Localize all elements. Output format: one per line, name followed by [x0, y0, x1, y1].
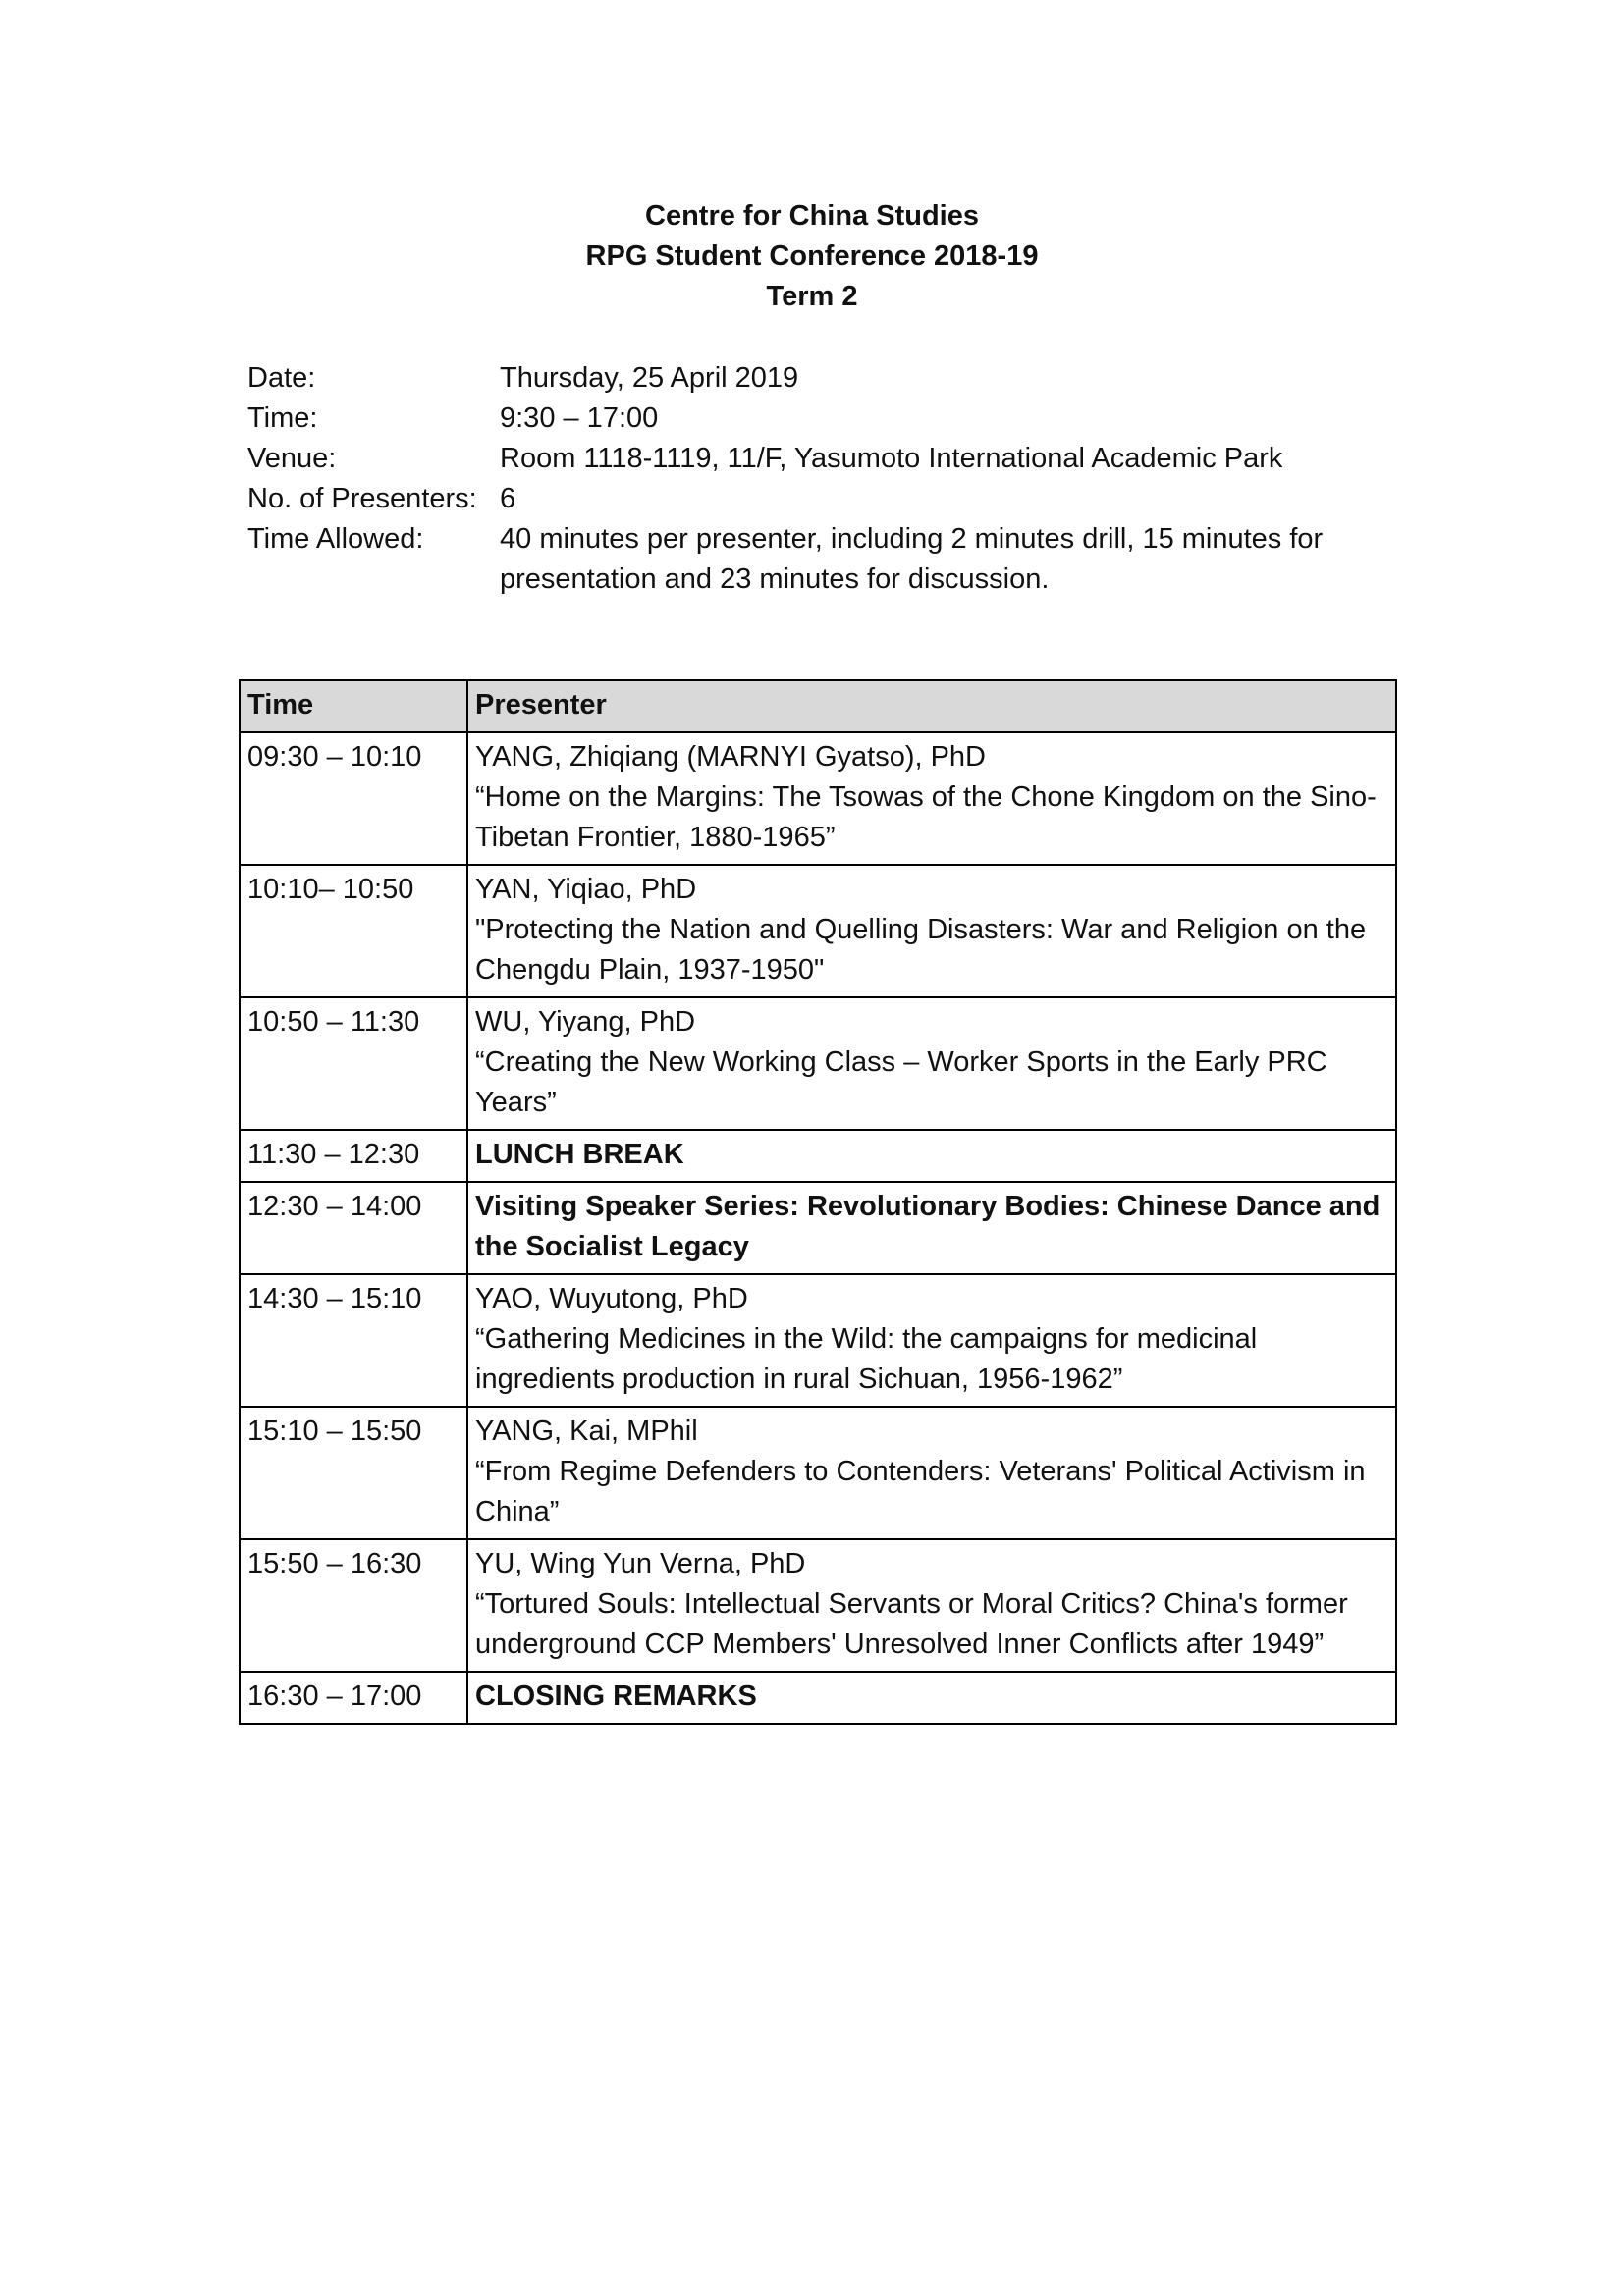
detail-label: Time: [247, 402, 318, 434]
table-row [240, 1407, 1396, 1539]
header-presenter: Presenter [467, 680, 1396, 732]
detail-label: Time Allowed: [247, 523, 424, 555]
table-row [240, 1539, 1396, 1672]
detail-value: 6 [500, 483, 516, 514]
detail-value: 9:30 – 17:00 [500, 402, 659, 434]
presenter-cell [467, 997, 1396, 1130]
presenter-cell [467, 1274, 1396, 1407]
speaker-name: YU, Wing Yun Verna, PhD [475, 1548, 806, 1579]
detail-row-time-allowed [247, 519, 1377, 600]
presenter-cell [467, 732, 1396, 865]
time-cell: 12:30 – 14:00 [240, 1182, 467, 1274]
talk-title: “Gathering Medicines in the Wild: the campaigns for medicinal ingredients production in rural Sichuan, 1956-1962” [475, 1323, 1258, 1395]
detail-value: Room 1118-1119, 11/F, Yasumoto International Academic Park [500, 443, 1283, 474]
table-row [240, 1672, 1396, 1724]
detail-label: No. of Presenters: [247, 483, 477, 514]
presenter-cell [467, 865, 1396, 997]
table-header-row [240, 680, 1396, 732]
time-cell: 16:30 – 17:00 [240, 1672, 467, 1724]
talk-title: “Tortured Souls: Intellectual Servants or Moral Critics? China's former underground CCP Members' Unresolved Inner Conflicts after 1949” [475, 1588, 1348, 1660]
time-cell: 15:10 – 15:50 [240, 1407, 467, 1539]
detail-value: 40 minutes per presenter, including 2 minutes drill, 15 minutes for presentation and 23 minutes for discussion. [500, 523, 1324, 595]
speaker-name: YANG, Zhiqiang (MARNYI Gyatso), PhD [475, 741, 987, 773]
detail-label: Date: [247, 362, 316, 394]
talk-title: “Creating the New Working Class – Worker Sports in the Early PRC Years” [475, 1046, 1327, 1118]
speaker-name: YANG, Kai, MPhil [475, 1415, 698, 1447]
table-row [240, 1182, 1396, 1274]
table-row [240, 732, 1396, 865]
detail-row-venue [247, 439, 1377, 479]
presenter-cell [467, 1407, 1396, 1539]
term-title: Term 2 [766, 281, 858, 312]
talk-title: “From Regime Defenders to Contenders: Veterans' Political Activism in China” [475, 1456, 1366, 1527]
talk-title: “Home on the Margins: The Tsowas of the Chone Kingdom on the Sino-Tibetan Frontier, 1880-1965” [475, 781, 1377, 853]
detail-row-date [247, 358, 1377, 399]
event-details [247, 358, 1377, 600]
table-row [240, 865, 1396, 997]
detail-label: Venue: [247, 443, 337, 474]
session-cell: CLOSING REMARKS [467, 1672, 1396, 1724]
talk-title: "Protecting the Nation and Quelling Disasters: War and Religion on the Chengdu Plain, 1937-1950" [475, 914, 1367, 986]
time-cell: 15:50 – 16:30 [240, 1539, 467, 1672]
session-cell: LUNCH BREAK [467, 1130, 1396, 1182]
table-row [240, 997, 1396, 1130]
session-cell: Visiting Speaker Series: Revolutionary Bodies: Chinese Dance and the Socialist Legacy [467, 1182, 1396, 1274]
document-header [0, 196, 1624, 317]
presenter-cell [467, 1539, 1396, 1672]
time-cell: 10:50 – 11:30 [240, 997, 467, 1130]
speaker-name: WU, Yiyang, PhD [475, 1006, 696, 1038]
speaker-name: YAO, Wuyutong, PhD [475, 1283, 748, 1314]
time-cell: 10:10– 10:50 [240, 865, 467, 997]
organization-title: Centre for China Studies [645, 200, 979, 232]
speaker-name: YAN, Yiqiao, PhD [475, 874, 697, 905]
detail-row-time [247, 399, 1377, 439]
table-row [240, 1274, 1396, 1407]
time-cell: 11:30 – 12:30 [240, 1130, 467, 1182]
table-row [240, 1130, 1396, 1182]
detail-row-presenters [247, 479, 1377, 519]
time-cell: 09:30 – 10:10 [240, 732, 467, 865]
conference-title: RPG Student Conference 2018-19 [585, 240, 1039, 272]
detail-value: Thursday, 25 April 2019 [500, 362, 799, 394]
schedule-table [239, 679, 1397, 1725]
time-cell: 14:30 – 15:10 [240, 1274, 467, 1407]
header-time: Time [240, 680, 467, 732]
